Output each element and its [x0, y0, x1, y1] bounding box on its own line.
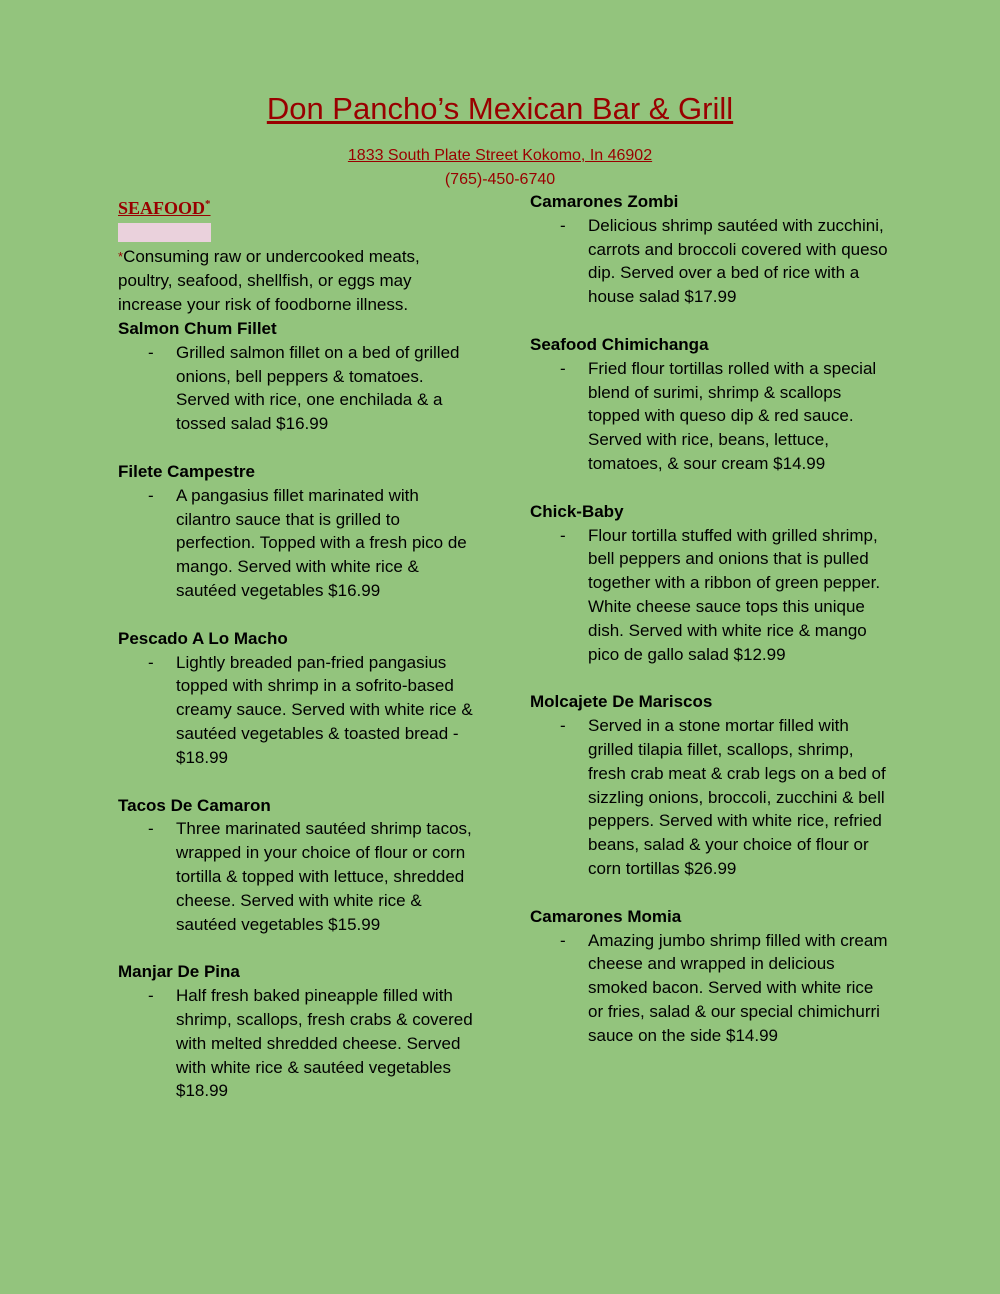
item-description [530, 929, 890, 1048]
item-description-text: A pangasius fillet marinated with cilantro sauce that is grilled to perfection. Topped with a fresh pico de mango. Served with white rice & sautéed vegetables $16.99 [176, 485, 467, 600]
item-description [118, 484, 478, 603]
bullet-dash: - [148, 342, 154, 362]
bullet-dash: - [148, 819, 154, 839]
item-description [530, 214, 890, 309]
item-description-text: Three marinated sautéed shrimp tacos, wrapped in your choice of flour or corn tortilla & topped with lettuce, shredded cheese. Served with white rice & sautéed vegetables $15.99 [176, 819, 472, 934]
menu-item [530, 333, 890, 476]
section-title: SEAFOOD [118, 198, 206, 218]
item-description-text: Fried flour tortillas rolled with a special blend of surimi, shrimp & scallops topped with queso dip & red sauce. Served with rice, beans, lettuce, tomatoes, & sour cream $14.99 [588, 358, 877, 473]
restaurant-address[interactable]: 1833 South Plate Street Kokomo, In 46902 [347, 147, 653, 164]
item-description-text: Served in a stone mortar filled with grilled tilapia fillet, scallops, shrimp, fresh crab meat & crab legs on a bed of sizzling onions, broccoli, zucchini & bell peppers. Served with white rice, refried beans, salad & your choice of flour or corn tortillas $26.99 [588, 716, 886, 878]
item-description [118, 984, 478, 1103]
bullet-dash: - [560, 215, 566, 235]
menu-item [530, 690, 890, 880]
menu-item [530, 905, 890, 1048]
bullet-dash: - [560, 930, 566, 950]
bullet-dash: - [148, 485, 154, 505]
section-heading [118, 191, 478, 221]
menu-item [118, 317, 478, 436]
item-description-text: Lightly breaded pan-fried pangasius topped with shrimp in a sofrito-based creamy sauce. Served with white rice & sautéed vegetables & toasted bread - $18.99 [176, 652, 473, 767]
item-description [530, 524, 890, 667]
item-name: Salmon Chum Fillet [118, 319, 277, 338]
menu-item [530, 190, 890, 309]
item-description [118, 817, 478, 936]
item-description-text: Amazing jumbo shrimp filled with cream cheese and wrapped in delicious smoked bacon. Served with white rice or fries, salad & our special chimichurri sauce on the side $14.99 [588, 930, 888, 1045]
menu-item [530, 500, 890, 667]
section-marker: * [205, 198, 211, 210]
item-description-text: Grilled salmon fillet on a bed of grilled onions, bell peppers & tomatoes. Served with rice, one enchilada & a tossed salad $16.99 [176, 342, 460, 434]
bullet-dash: - [560, 358, 566, 378]
bullet-dash: - [560, 716, 566, 736]
item-description [530, 714, 890, 881]
item-name: Filete Campestre [118, 461, 255, 481]
bullet-dash: - [148, 652, 154, 672]
menu-item [118, 460, 478, 603]
item-description-text: Delicious shrimp sautéed with zucchini, carrots and broccoli covered with queso dip. Served over a bed of rice with a house salad $17.99 [588, 215, 888, 307]
item-description-text: Half fresh baked pineapple filled with shrimp, scallops, fresh crabs & covered with melted shredded cheese. Served with white rice & sautéed vegetables $18.99 [176, 986, 473, 1101]
item-name: Camarones Momia [530, 906, 682, 926]
item-name: Tacos De Camaron [118, 795, 271, 815]
right-column [530, 190, 890, 1048]
bullet-dash: - [560, 525, 566, 545]
item-name: Pescado A Lo Macho [118, 628, 288, 648]
left-column [118, 189, 478, 1103]
item-name: Manjar De Pina [118, 962, 240, 982]
restaurant-phone: (765)-450-6740 [444, 171, 556, 188]
item-name: Molcajete De Mariscos [530, 692, 713, 712]
item-description [118, 341, 478, 436]
item-name: Chick-Baby [530, 501, 624, 521]
item-description [118, 651, 478, 770]
food-safety-notice [118, 245, 478, 317]
menu-item [118, 960, 478, 1103]
menu-item [118, 794, 478, 937]
item-name: Seafood Chimichanga [530, 334, 709, 354]
highlight-box [118, 223, 211, 242]
item-name: Camarones Zombi [530, 192, 679, 211]
bullet-dash: - [148, 986, 154, 1006]
notice-marker: * [118, 249, 124, 264]
notice-text: Consuming raw or undercooked meats, poultry, seafood, shellfish, or eggs may increase your risk of foodborne illness. [118, 247, 420, 314]
restaurant-title: Don Pancho’s Mexican Bar & Grill [266, 91, 734, 126]
menu-item [118, 627, 478, 770]
item-description [530, 357, 890, 476]
item-description-text: Flour tortilla stuffed with grilled shrimp, bell peppers and onions that is pulled together with a ribbon of green pepper. White cheese sauce tops this unique dish. Served with white rice & mango pico de gallo salad $12.99 [588, 525, 881, 664]
